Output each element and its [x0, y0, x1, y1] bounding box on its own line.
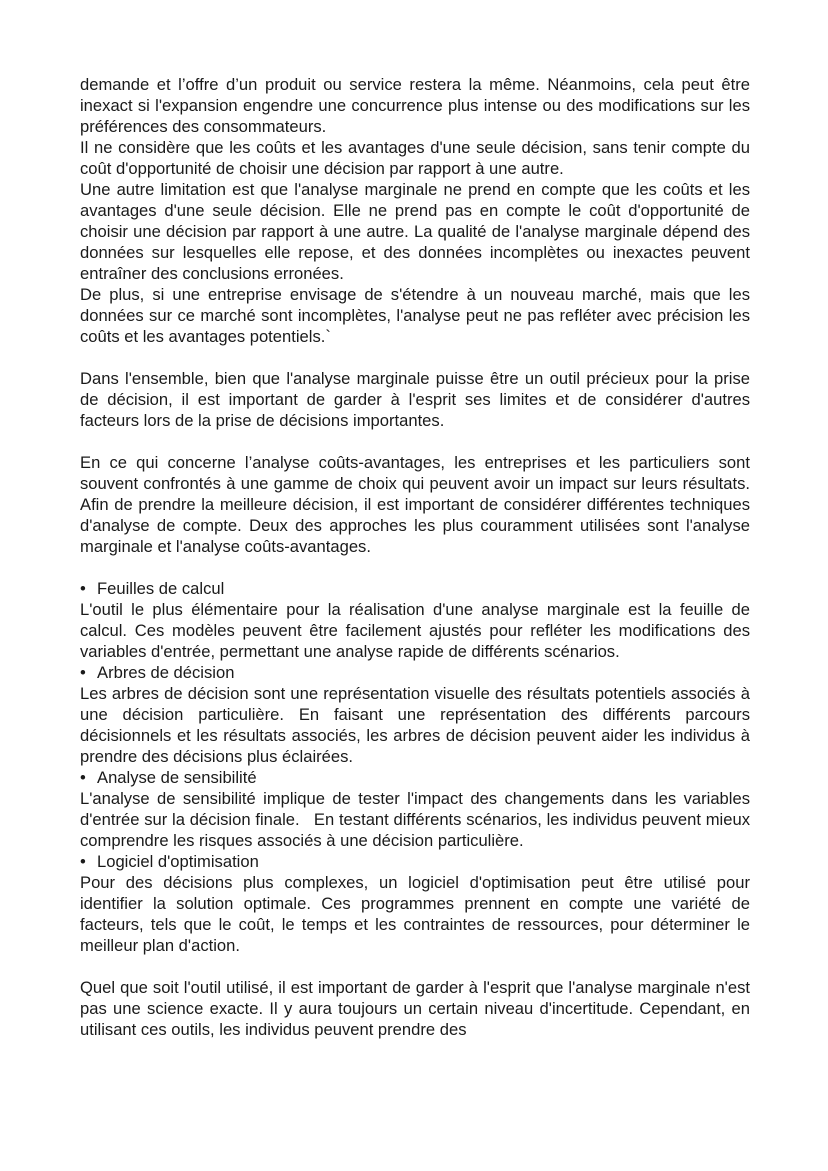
paragraph-demand-supply: demande et l’offre d’un produit ou service restera la même. Néanmoins, cela peut être inexact si l'expansion engendre une concurrence plus intense ou des modifications sur les préférences des consommateurs. [80, 75, 750, 136]
paragraph-spacer [80, 431, 750, 452]
paragraph-limitation: Une autre limitation est que l'analyse marginale ne prend en compte que les coûts et les avantages d'une seule décision. Elle ne prend pas en compte le coût d'opportunité de choisir une décision par rapport à une autre. La qualité de l'analyse marginale dépend des données sur lesquelles elle repose, et des données incomplètes ou inexactes peuvent entraîner des conclusions erronées. [80, 180, 750, 283]
tool-description-optimization: Pour des décisions plus complexes, un logiciel d'optimisation peut être utilisé pour identifier la solution optimale. Ces programmes prennent en compte une variété de facteurs, tels que le coût, le temps et les contraintes de ressources, pour déterminer le meilleur plan d'action. [80, 873, 750, 955]
paragraph-spacer [80, 956, 750, 977]
paragraph-spacer [80, 557, 750, 578]
bullet-icon: • [80, 852, 86, 871]
tool-title-text: Feuilles de calcul [97, 579, 225, 598]
tool-title-spreadsheets [80, 578, 750, 599]
tool-title-text: Arbres de décision [97, 663, 235, 682]
tool-title-decision-trees [80, 662, 750, 683]
bullet-icon: • [80, 663, 86, 682]
tool-title-text: Logiciel d'optimisation [97, 852, 259, 871]
tool-description-sensitivity: L'analyse de sensibilité implique de tester l'impact des changements dans les variables d'entrée sur la décision finale. En testant différents scénarios, les individus peuvent mieux comprendre les risques associés à une décision particulière. [80, 789, 755, 850]
tools-list [80, 578, 755, 956]
paragraph-overall: Dans l'ensemble, bien que l'analyse marginale puisse être un outil précieux pour la prise de décision, il est important de garder à l'esprit ses limites et de considérer d'autres facteurs lors de la prise de décisions importantes. [80, 369, 750, 430]
paragraph-spacer [80, 347, 750, 368]
paragraph-cost-benefit: En ce qui concerne l’analyse coûts-avantages, les entreprises et les particuliers sont souvent confrontés à une gamme de choix qui peuvent avoir un impact sur leurs résultats. Afin de prendre la meilleure décision, il est important de considérer différentes techniques d'analyse de compte. Deux des approches les plus couramment utilisées sont l'analyse marginale et l'analyse coûts-avantages. [80, 453, 750, 556]
bullet-icon: • [80, 768, 86, 787]
tool-title-optimization [80, 851, 750, 872]
tool-description-decision-trees: Les arbres de décision sont une représentation visuelle des résultats potentiels associés à une décision particulière. En faisant une représentation des différents parcours décisionnels et les résultats associés, les arbres de décision peuvent aider les individus à prendre des décisions plus éclairées. [80, 684, 750, 766]
tool-title-sensitivity [80, 767, 750, 788]
paragraph-conclusion: Quel que soit l'outil utilisé, il est important de garder à l'esprit que l'analyse marginale n'est pas une science exacte. Il y aura toujours un certain niveau d'incertitude. Cependant, en utilisant ces outils, les individus peuvent prendre des [80, 978, 750, 1039]
bullet-icon: • [80, 579, 86, 598]
paragraph-new-market: De plus, si une entreprise envisage de s'étendre à un nouveau marché, mais que les données sur ce marché sont incomplètes, l'analyse peut ne pas refléter avec précision les coûts et les avantages potentiels.` [80, 285, 750, 346]
tool-description-spreadsheets: L'outil le plus élémentaire pour la réalisation d'une analyse marginale est la feuille de calcul. Ces modèles peuvent être facilement ajustés pour refléter les modifications des variables d'entrée, permettant une analyse rapide de différents scénarios. [80, 600, 750, 661]
tool-title-text: Analyse de sensibilité [97, 768, 257, 787]
paragraph-opportunity-cost: Il ne considère que les coûts et les avantages d'une seule décision, sans tenir compte du coût d'opportunité de choisir une décision par rapport à une autre. [80, 138, 750, 178]
